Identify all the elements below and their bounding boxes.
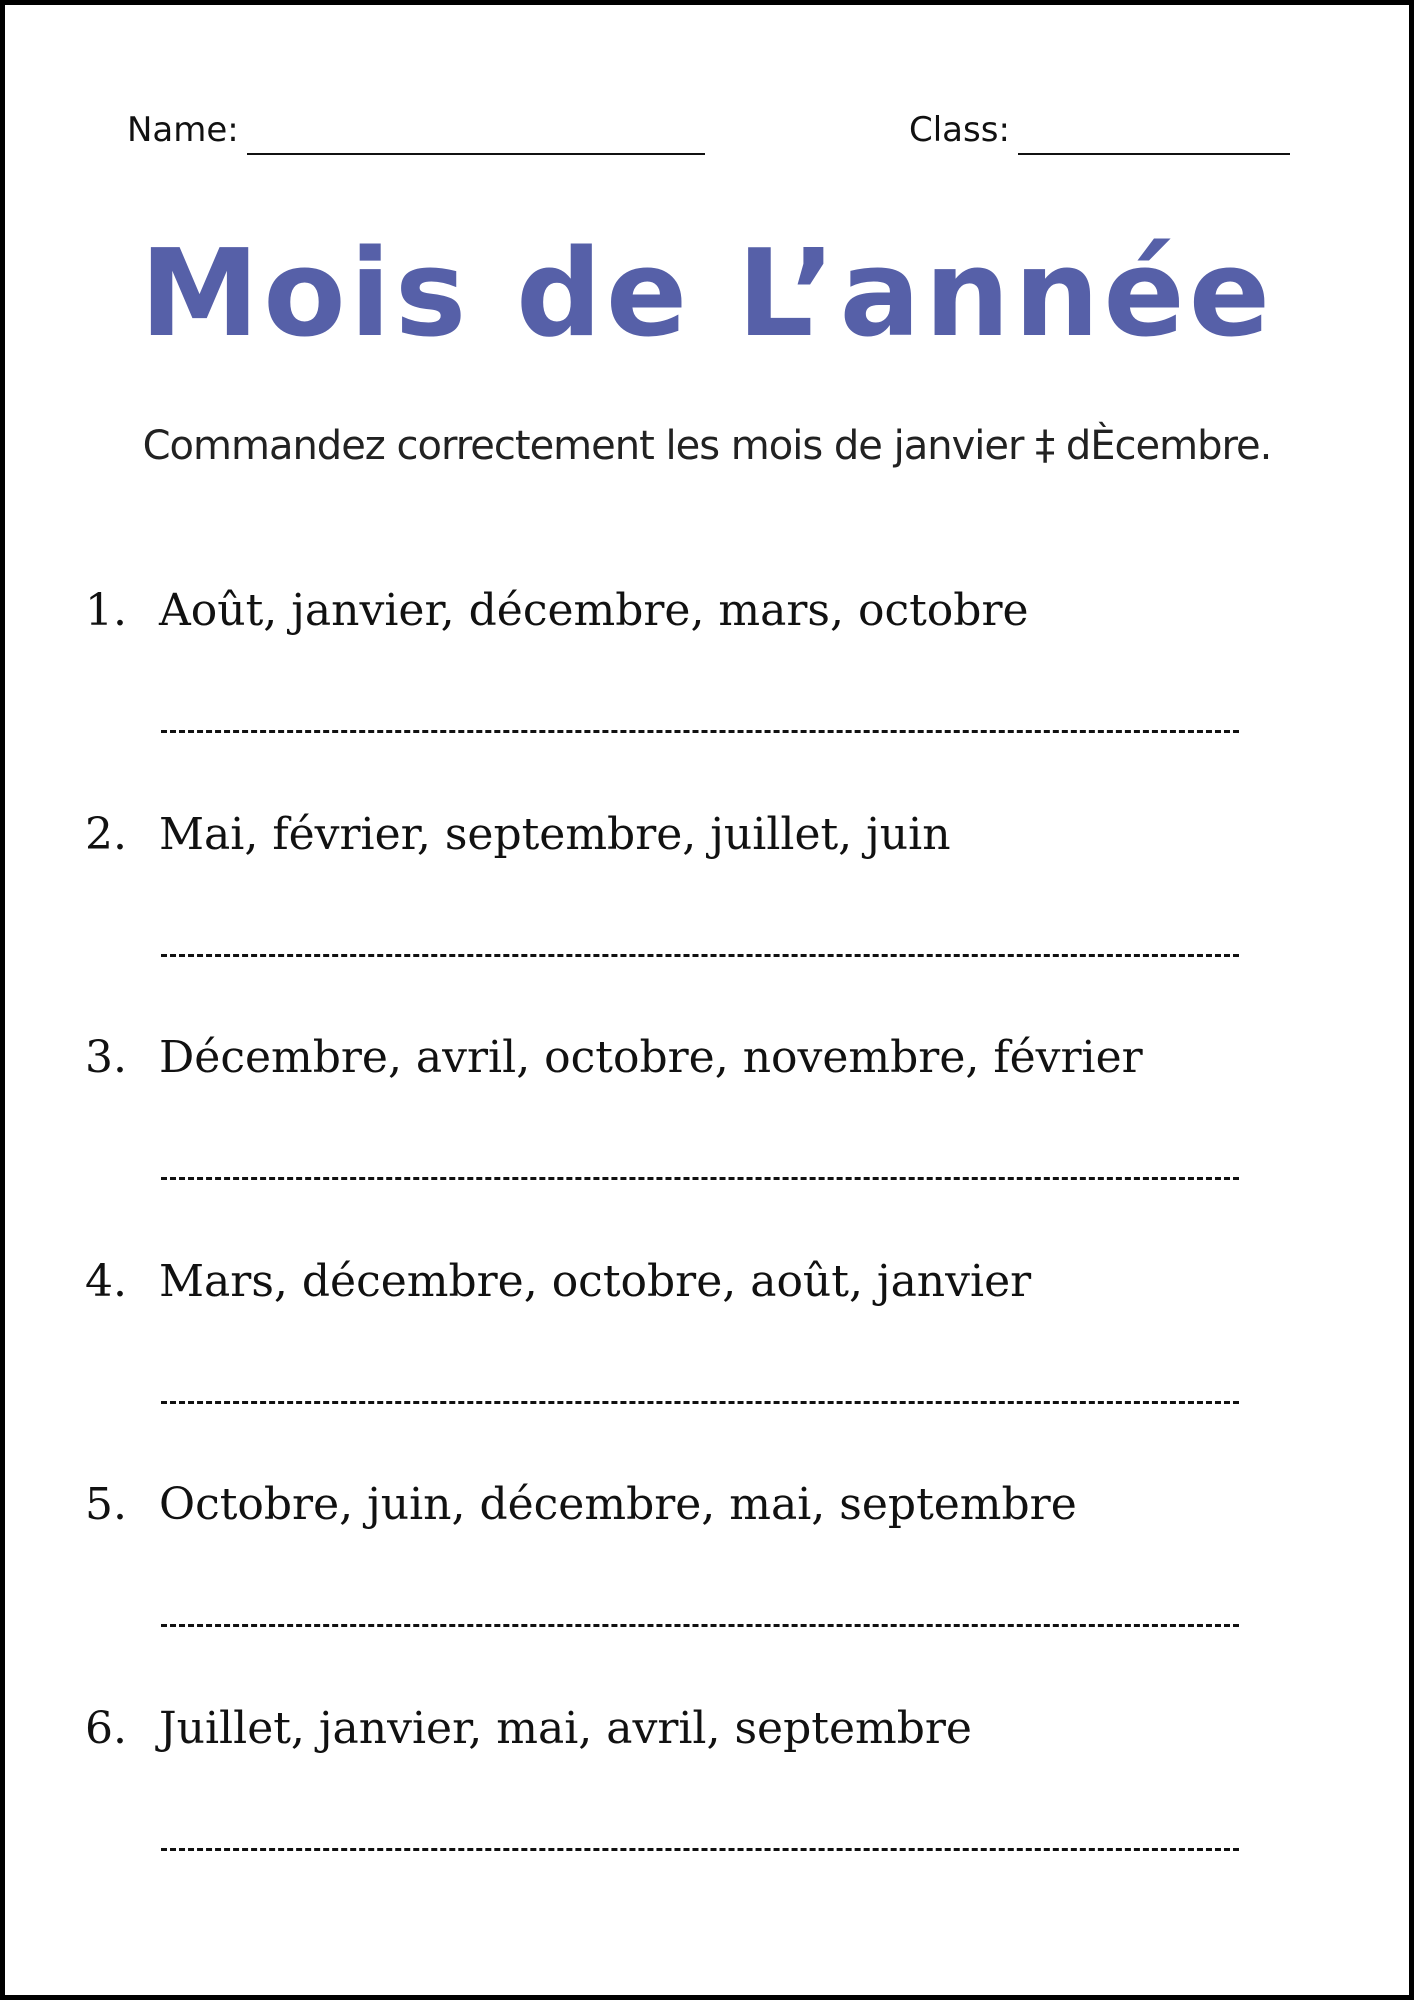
question-list bbox=[85, 581, 1329, 1922]
class-blank-line[interactable] bbox=[1018, 107, 1290, 155]
answer-line[interactable] bbox=[161, 1401, 1239, 1404]
answer-line[interactable] bbox=[161, 1177, 1239, 1180]
question-text: Août, janvier, décembre, mars, octobre bbox=[159, 585, 1029, 636]
answer-line[interactable] bbox=[161, 1624, 1239, 1627]
question-text: Octobre, juin, décembre, mai, septembre bbox=[159, 1479, 1077, 1530]
question-text: Mai, février, septembre, juillet, juin bbox=[159, 808, 951, 860]
question-number: 6. bbox=[85, 1702, 127, 1754]
question-item bbox=[85, 805, 1329, 1029]
question-text: Juillet, janvier, mai, avril, septembre bbox=[159, 1702, 972, 1754]
question-number: 2. bbox=[85, 808, 127, 860]
answer-line[interactable] bbox=[161, 1848, 1239, 1851]
answer-line[interactable] bbox=[161, 730, 1239, 733]
question-item bbox=[85, 1475, 1329, 1699]
question-number: 5. bbox=[85, 1479, 127, 1530]
instructions: Commandez correctement les mois de janvier ‡ dÈcembre. bbox=[142, 423, 1272, 469]
question-item bbox=[85, 1699, 1329, 1923]
question-number: 1. bbox=[85, 585, 127, 636]
question-text: Mars, décembre, octobre, août, janvier bbox=[159, 1255, 1032, 1307]
name-label: Name: bbox=[127, 110, 239, 150]
page-title: Mois de L’année bbox=[139, 225, 1275, 364]
header-row bbox=[127, 105, 1287, 155]
question-item bbox=[85, 581, 1329, 805]
question-number: 4. bbox=[85, 1255, 127, 1307]
answer-line[interactable] bbox=[161, 954, 1239, 957]
question-number: 3. bbox=[85, 1032, 127, 1083]
name-field bbox=[127, 105, 705, 155]
question-text: Décembre, avril, octobre, novembre, février bbox=[159, 1032, 1143, 1083]
name-blank-line[interactable] bbox=[247, 107, 705, 155]
class-label: Class: bbox=[909, 110, 1010, 150]
question-item bbox=[85, 1028, 1329, 1252]
class-field bbox=[909, 105, 1290, 155]
question-item bbox=[85, 1252, 1329, 1476]
